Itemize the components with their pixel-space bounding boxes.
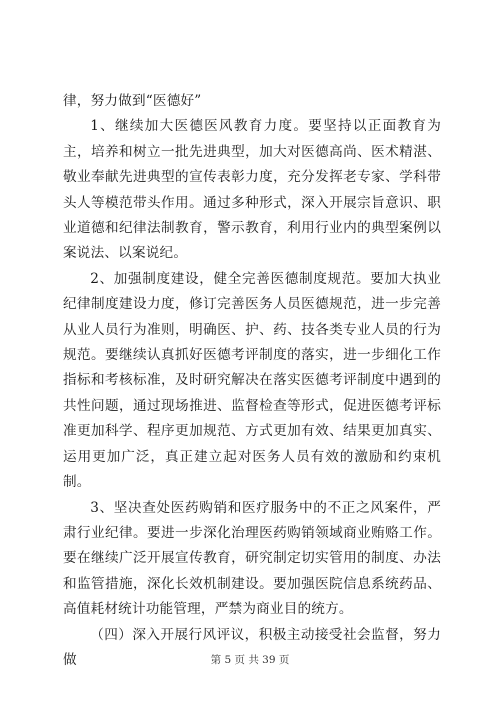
paragraph-continuation: 律，努力做到“医德好” [63, 93, 202, 109]
document-body [63, 89, 441, 673]
page-number-footer: 第 5 页 共 39 页 [210, 654, 290, 666]
paragraph-section-four-heading: （四）深入开展行风评议，积极主动接受社会监督，努力做 [63, 626, 441, 668]
paragraph-ethics-education: 1、继续加大医德医风教育力度。要坚持以正面教育为主，培养和树立一批先进典型，加大对医德高尚、医术精湛、敬业奉献先进典型的宣传表彰力度，充分发挥老专家、学科带头人等模范带头作用。通过多种形式，深入开展宗旨意识、职业道德和纪律法制教育，警示教育，利用行业内的典型案例以案说法、以案说纪。 [63, 118, 441, 262]
paragraph-system-building: 2、加强制度建设，健全完善医德制度规范。要加大执业纪律制度建设力度，修订完善医务人员医德规范，进一步完善从业人员行为准则，明确医、护、药、技各类专业人员的行为规范。要继续认真抓好医德考评制度的落实，进一步细化工作指标和考核标准，及时研究解决在落实医德考评制度中遇到的共性问题，通过现场推进、监督检查等形式，促进医德考评标准更加科学、程序更加规范、方式更加有效、结果更加真实、运用更加广泛，真正建立起对医务人员有效的激励和约束机制。 [63, 270, 441, 491]
paragraph-investigation: 3、坚决查处医药购销和医疗服务中的不正之风案件，严肃行业纪律。要进一步深化治理医药购销领域商业贿赂工作。要在继续广泛开展宣传教育，研究制定切实管用的制度、办法和监管措施，深化长效机制建设。要加强医院信息系统药品、高值耗材统计功能管理，严禁为商业目的统方。 [63, 499, 441, 618]
